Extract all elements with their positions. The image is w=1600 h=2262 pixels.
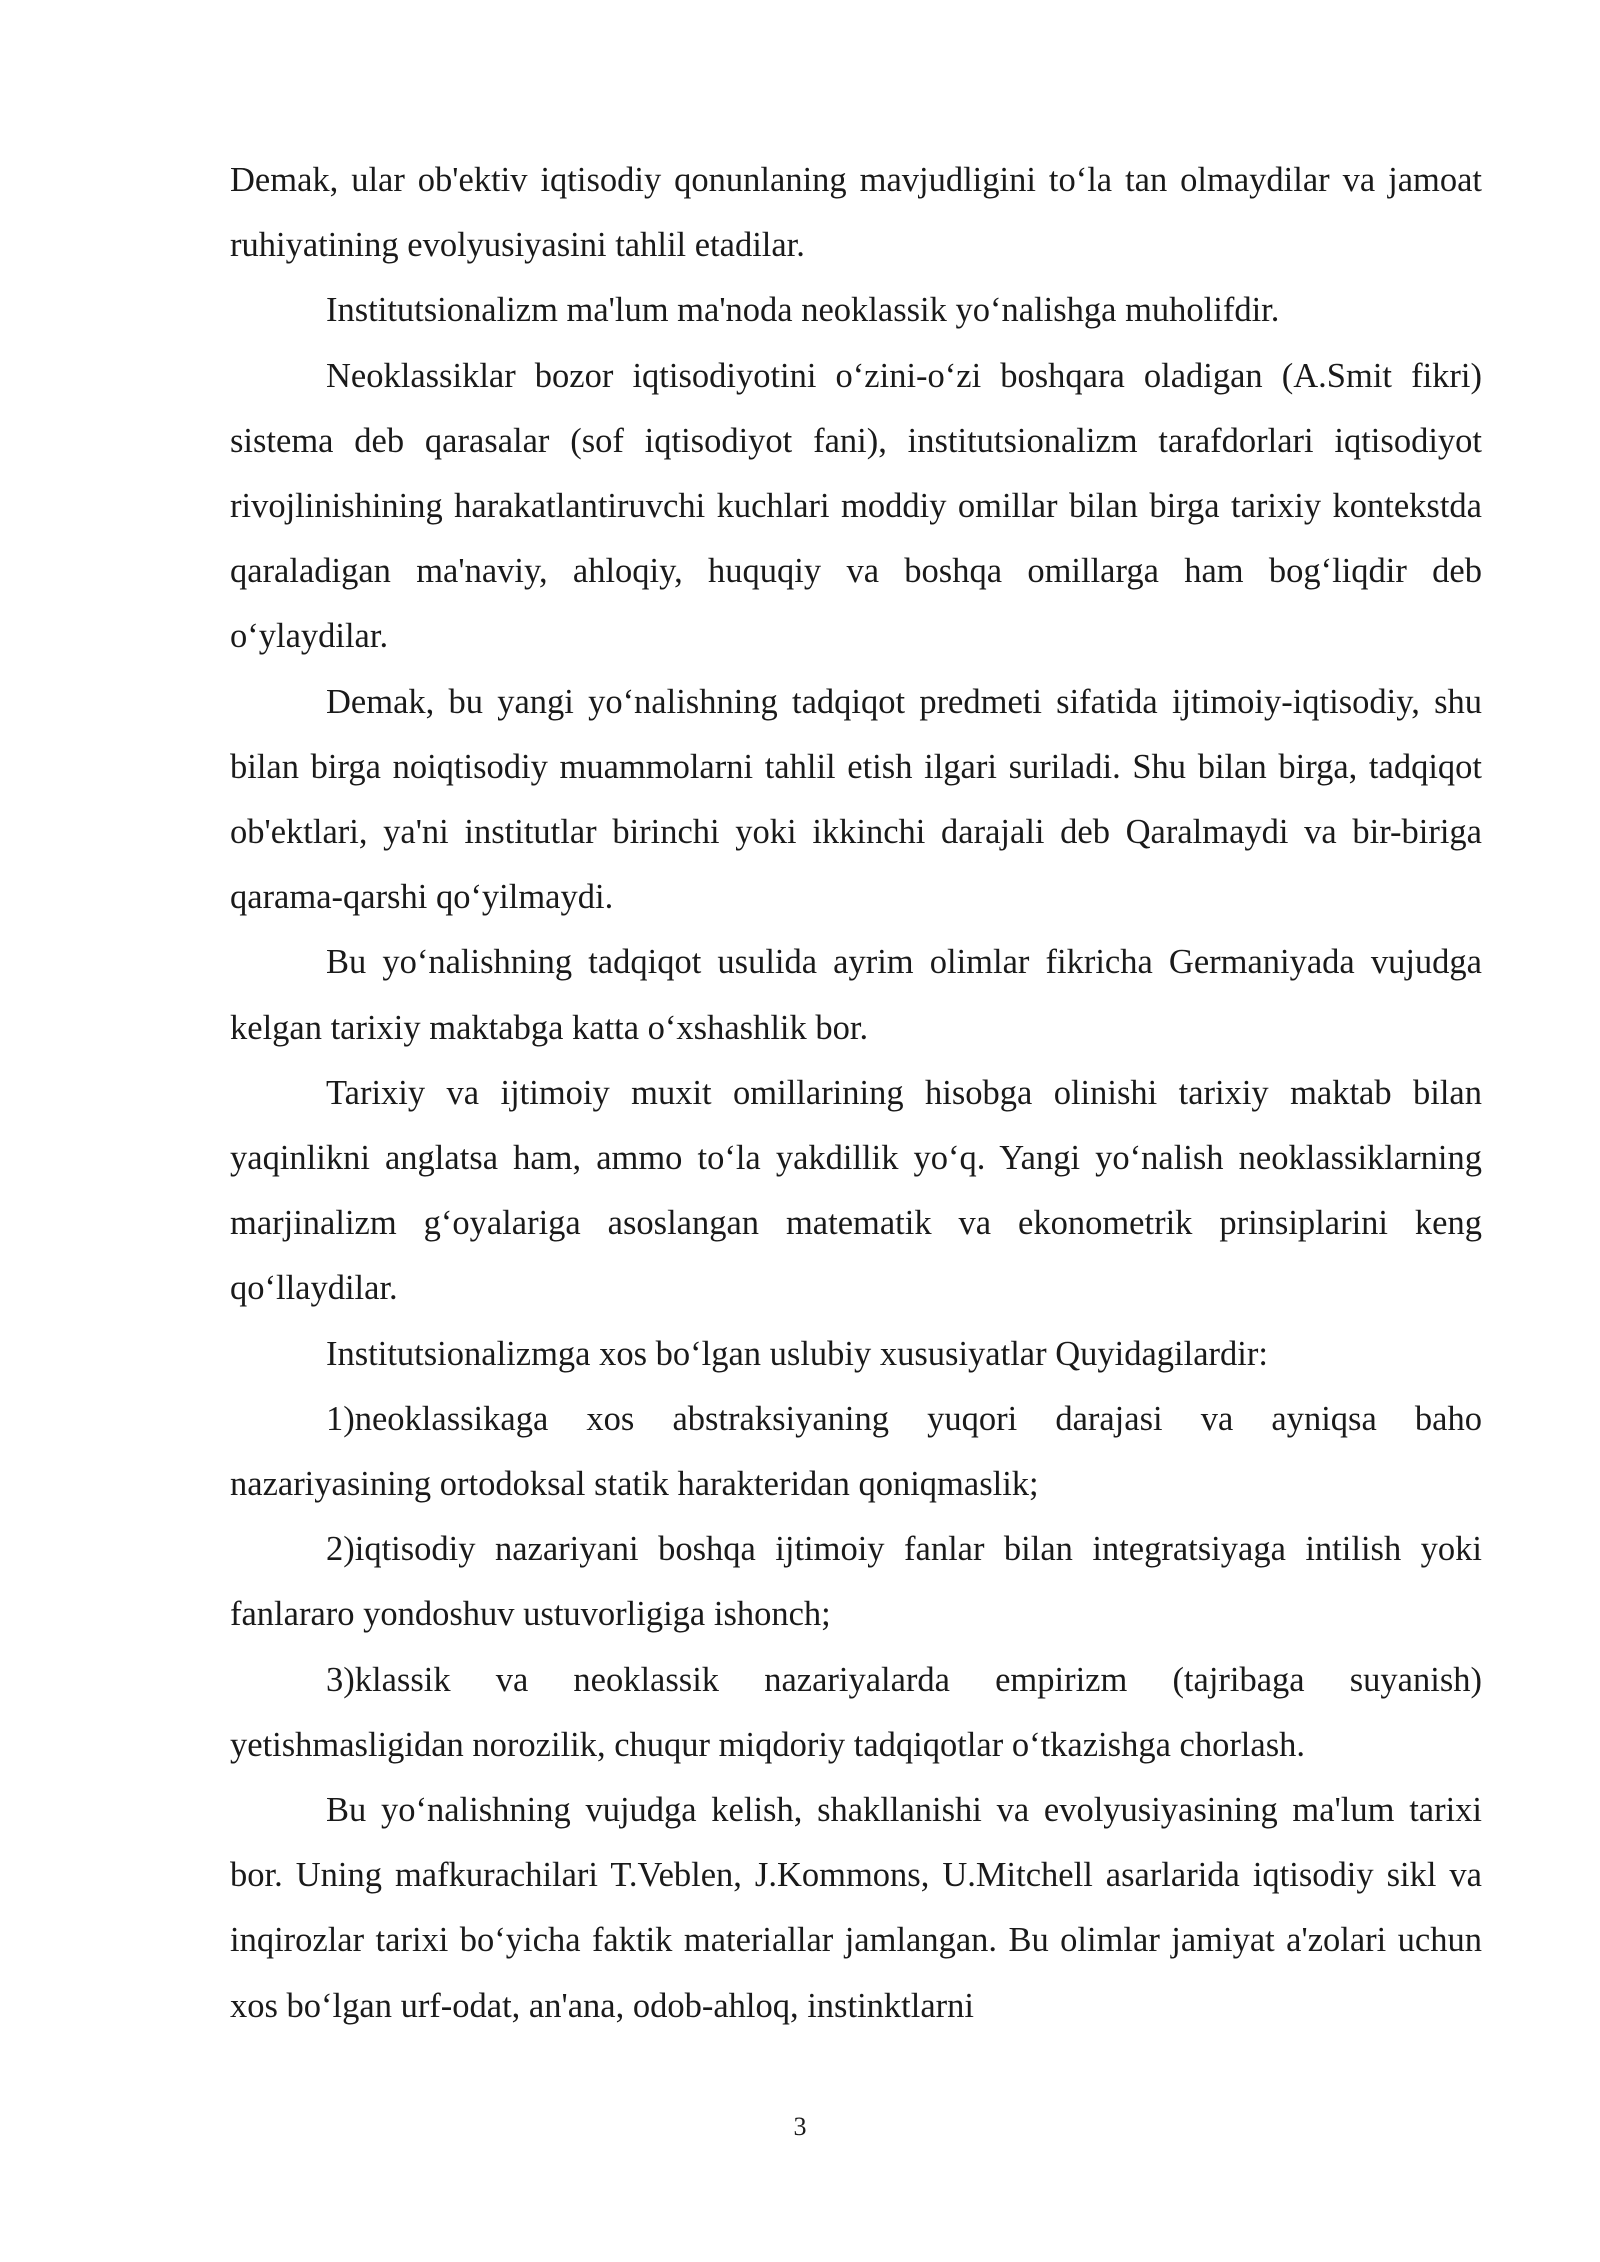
paragraph: Tarixiy va ijtimoiy muxit omillarining hisobga olinishi tarixiy maktab bilan yaqinlikni anglatsa ham, ammo to‘la yakdillik yo‘q. Yangi yo‘nalish neoklassiklarning marjinalizm g‘oyalariga asoslangan matematik va ekonometrik prinsiplarini keng qo‘llaydilar.: [230, 1073, 1482, 1308]
paragraph: Institutsionalizm ma'lum ma'noda neoklassik yo‘nalishga muholifdir.: [326, 291, 1280, 330]
list-item: 1)neoklassikaga xos abstraksiyaning yuqori darajasi va ayniqsa baho nazariyasining ortodoksal statik harakteridan qoniqmaslik;: [230, 1399, 1482, 1504]
paragraph: Bu yo‘nalishning tadqiqot usulida ayrim olimlar fikricha Germaniyada vujudga kelgan tarixiy maktabga katta o‘xshashlik bor.: [230, 943, 1482, 1047]
paragraph: Bu yo‘nalishning vujudga kelish, shakllanishi va evolyusiyasining ma'lum tarixi bor. Uning mafkurachilari T.Veblen, J.Kommons, U.Mitchell asarlarida iqtisodiy sikl va inqirozlar tarixi bo‘yicha faktik materiallar jamlangan. Bu olimlar jamiyat a'zolari uchun xos bo‘lgan urf-odat, an'ana, odob-ahloq, instinktlarni: [230, 1791, 1482, 2025]
paragraph: Demak, bu yangi yo‘nalishning tadqiqot predmeti sifatida ijtimoiy-iqtisodiy, shu bilan birga noiqtisodiy muammolarni tahlil etish ilgari suriladi. Shu bilan birga, tadqiqot ob'ektlari, ya'ni institutlar birinchi yoki ikkinchi darajali deb Qaralmaydi va bir-biriga qarama-qarshi qo‘yilmaydi.: [230, 682, 1482, 917]
paragraph: Demak, ular ob'ektiv iqtisodiy qonunlaning mavjudligini to‘la tan olmaydilar va jamoat ruhiyatining evolyusiyasini tahlil etadilar.: [230, 161, 1482, 265]
document-body: [230, 148, 1482, 2039]
paragraph: Neoklassiklar bozor iqtisodiyotini o‘zini-o‘zi boshqara oladigan (A.Smit fikri) sistema deb qarasalar (sof iqtisodiyot fani), institutsionalizm tarafdorlari iqtisodiyot rivojlinishining harakatlantiruvchi kuchlari moddiy omillar bilan birga tarixiy kontekstda qaraladigan ma'naviy, ahloqiy, huquqiy va boshqa omillarga ham bog‘liqdir deb o‘ylaydilar.: [230, 356, 1482, 656]
list-item: 2)iqtisodiy nazariyani boshqa ijtimoiy fanlar bilan integratsiyaga intilish yoki fanlararo yondoshuv ustuvorligiga ishonch;: [230, 1530, 1482, 1634]
list-item: 3)klassik va neoklassik nazariyalarda empirizm (tajribaga suyanish) yetishmasligidan norozilik, chuqur miqdoriy tadqiqotlar o‘tkazishga chorlash.: [230, 1660, 1482, 1764]
page-number: 3: [793, 2112, 807, 2141]
paragraph: Institutsionalizmga xos bo‘lgan uslubiy xususiyatlar Quyidagilardir:: [326, 1334, 1268, 1373]
